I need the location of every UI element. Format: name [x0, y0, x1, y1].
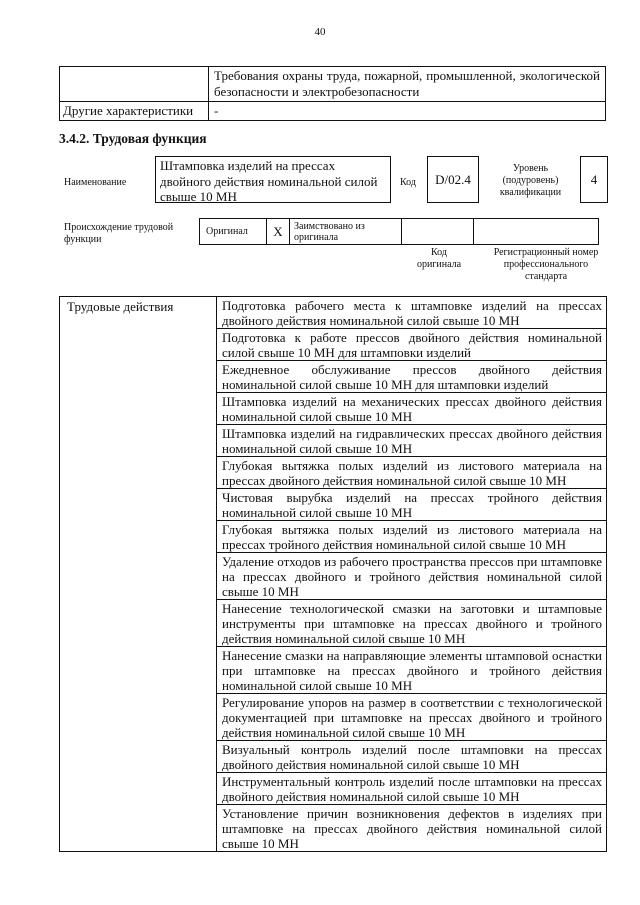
labor-actions-table	[59, 296, 607, 852]
origin-code-cell	[402, 219, 474, 245]
labor-action-item: Чистовая вырубка изделий на прессах тройного действия номинальной силой свыше 10 МН	[217, 489, 607, 521]
empty-cell	[60, 67, 209, 102]
origin-table	[199, 218, 599, 245]
labor-action-item: Нанесение смазки на направляющие элементы штамповой оснастки при штамповке на прессах двойного и тройного действия номинальной силой свыше 10 МН	[217, 647, 607, 694]
origin-original-cell: Оригинал	[200, 219, 267, 245]
labor-action-item: Ежедневное обслуживание прессов двойного действия номинальной силой свыше 10 МН для штамповки изделий	[217, 361, 607, 393]
labor-action-item: Штамповка изделий на гидравлических прессах двойного действия номинальной силой свыше 10 МН	[217, 425, 607, 457]
function-code-box: D/02.4	[427, 156, 479, 203]
table-row	[60, 297, 607, 329]
labor-action-item: Инструментальный контроль изделий после штамповки на прессах двойного действия номинальной силой свыше 10 МН	[217, 773, 607, 805]
name-label: Наименование	[64, 177, 127, 188]
function-name-box: Штамповка изделий на прессах двойного действия номинальной силой свыше 10 МН	[155, 156, 391, 203]
labor-action-item: Визуальный контроль изделий после штамповки на прессах двойного действия номинальной силой свыше 10 МН	[217, 741, 607, 773]
page-number: 40	[314, 26, 326, 38]
origin-reg-caption: Регистрационный номер профессионального стандарта	[493, 247, 599, 282]
characteristics-table	[59, 66, 606, 121]
other-characteristics-value: -	[209, 102, 606, 121]
labor-action-item: Штамповка изделий на механических прессах двойного действия номинальной силой свыше 10 МН	[217, 393, 607, 425]
labor-action-item: Подготовка к работе прессов двойного действия номинальной силой свыше 10 МН для штамповки изделий	[217, 329, 607, 361]
code-label: Код	[400, 177, 416, 188]
origin-borrowed-cell: Заимствовано из оригинала	[290, 219, 402, 245]
labor-action-item: Глубокая вытяжка полых изделий из листового материала на прессах тройного действия номинальной силой свыше 10 МН	[217, 521, 607, 553]
origin-label: Происхождение трудовой функции	[64, 222, 174, 245]
requirements-text: Требования охраны труда, пожарной, промышленной, экологической безопасности и электробезопасности	[209, 67, 606, 102]
labor-action-item: Установление причин возникновения дефектов в изделиях при штамповке на прессах двойного действия номинальной силой свыше 10 МН	[217, 805, 607, 852]
other-characteristics-label: Другие характеристики	[60, 102, 209, 121]
origin-code-caption: Код оригинала	[416, 247, 462, 270]
level-box: 4	[580, 156, 608, 203]
labor-action-item: Удаление отходов из рабочего пространства прессов при штамповке на прессах двойного и тройного действия номинальной силой свыше 10 МН	[217, 553, 607, 600]
labor-action-item: Подготовка рабочего места к штамповке изделий на прессах двойного действия номинальной силой свыше 10 МН	[217, 297, 607, 329]
labor-actions-label: Трудовые действия	[60, 297, 217, 852]
labor-action-item: Глубокая вытяжка полых изделий из листового материала на прессах двойного действия номинальной силой свыше 10 МН	[217, 457, 607, 489]
origin-mark-cell: X	[267, 219, 290, 245]
origin-reg-cell	[474, 219, 599, 245]
labor-action-item: Регулирование упоров на размер в соответствии с технологической документацией при штамповке на прессах двойного и тройного действия номинальной силой свыше 10 МН	[217, 694, 607, 741]
level-label: Уровень (подуровень) квалификации	[499, 163, 562, 198]
section-title: 3.4.2. Трудовая функция	[59, 131, 207, 146]
labor-action-item: Нанесение технологической смазки на заготовки и штамповые инструменты при штамповке на прессах двойного и тройного действия номинальной силой свыше 10 МН	[217, 600, 607, 647]
